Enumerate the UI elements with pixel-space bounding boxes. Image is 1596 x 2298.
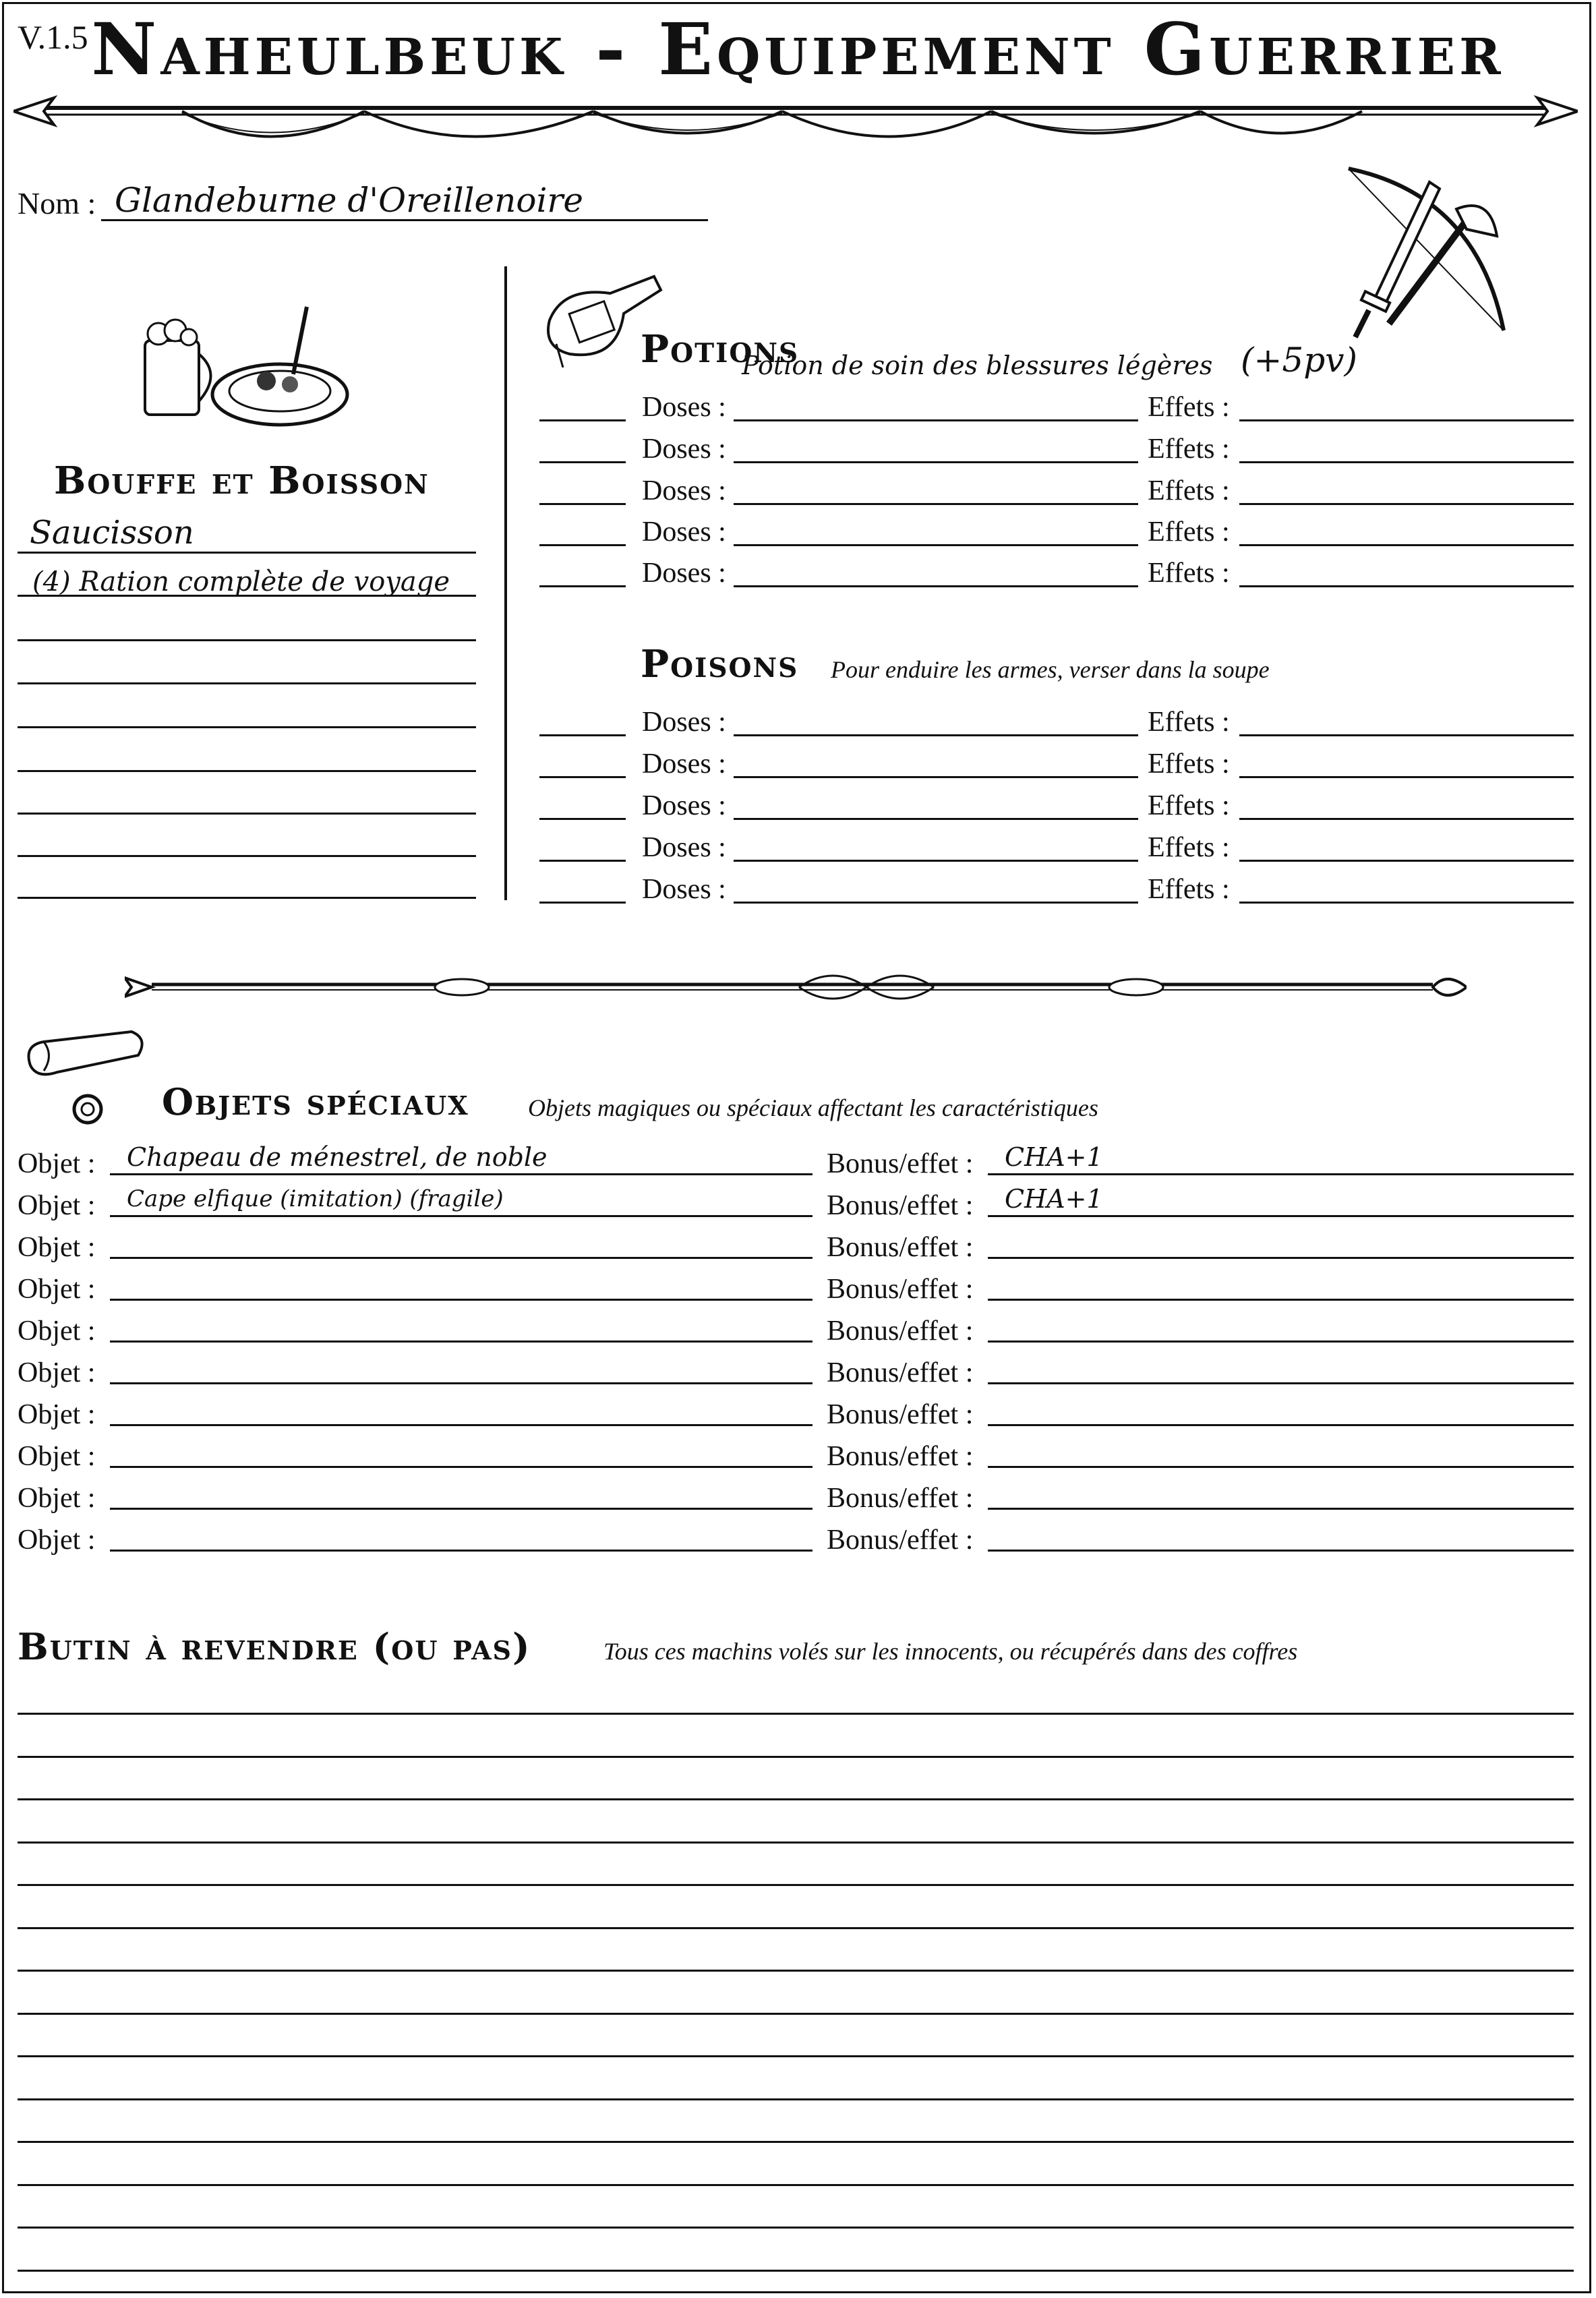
potion-effect-line[interactable] xyxy=(1239,544,1574,546)
potion-effect-line[interactable] xyxy=(1239,419,1574,421)
potion-dose-line[interactable] xyxy=(734,503,1138,505)
loot-line[interactable] xyxy=(18,1927,1574,1929)
object-label: Objet : xyxy=(18,1232,96,1263)
object-label: Objet : xyxy=(18,1148,96,1179)
potion-count-line[interactable] xyxy=(539,419,626,421)
poison-effect-line[interactable] xyxy=(1239,860,1574,862)
potion-effect-label: Effets : xyxy=(1148,475,1230,506)
poison-dose-line[interactable] xyxy=(734,734,1138,736)
poison-effect-label: Effets : xyxy=(1148,707,1230,738)
object-label: Objet : xyxy=(18,1525,96,1556)
potion-dose-line[interactable] xyxy=(734,544,1138,546)
bonus-line xyxy=(988,1215,1574,1217)
loot-line[interactable] xyxy=(18,2055,1574,2057)
food-line xyxy=(18,639,476,641)
object-value[interactable]: Chapeau de ménestrel, de noble xyxy=(127,1142,548,1172)
potion-dose-label: Doses : xyxy=(642,517,726,548)
potion-count-line[interactable] xyxy=(539,503,626,505)
object-line xyxy=(110,1215,812,1217)
name-underline xyxy=(101,219,708,221)
object-line[interactable] xyxy=(110,1508,812,1510)
potion-count-line[interactable] xyxy=(539,461,626,463)
poison-dose-label: Doses : xyxy=(642,790,726,821)
loot-line[interactable] xyxy=(18,1842,1574,1844)
loot-line[interactable] xyxy=(18,2227,1574,2229)
poison-dose-label: Doses : xyxy=(642,874,726,905)
object-label: Objet : xyxy=(18,1399,96,1430)
object-line xyxy=(110,1173,812,1175)
potion-dose-label: Doses : xyxy=(642,392,726,423)
food-item-1[interactable]: Saucisson xyxy=(30,514,194,552)
poison-dose-line[interactable] xyxy=(734,776,1138,778)
potion-dose-line[interactable] xyxy=(734,461,1138,463)
scroll-and-ring-icon xyxy=(17,1025,152,1133)
potion-dose-label: Doses : xyxy=(642,434,726,465)
object-label: Objet : xyxy=(18,1483,96,1514)
potion-dose-label: Doses : xyxy=(642,558,726,589)
loot-line[interactable] xyxy=(18,2013,1574,2015)
potion-effect-line[interactable] xyxy=(1239,461,1574,463)
bonus-line[interactable] xyxy=(988,1508,1574,1510)
bonus-label: Bonus/effet : xyxy=(827,1148,974,1179)
bonus-label: Bonus/effet : xyxy=(827,1441,974,1472)
object-line[interactable] xyxy=(110,1299,812,1301)
bonus-value[interactable]: CHA+1 xyxy=(1005,1142,1103,1172)
poison-dose-label: Doses : xyxy=(642,707,726,738)
name-value[interactable]: Glandeburne d'Oreillenoire xyxy=(115,181,583,220)
bonus-label: Bonus/effet : xyxy=(827,1483,974,1514)
food-line xyxy=(18,813,476,815)
potion-effect-line[interactable] xyxy=(1239,503,1574,505)
food-item-2[interactable]: (4) Ration complète de voyage xyxy=(32,566,450,597)
object-value[interactable]: Cape elfique (imitation) (fragile) xyxy=(127,1185,504,1212)
object-label: Objet : xyxy=(18,1316,96,1347)
loot-heading: Butin à revendre (ou pas) xyxy=(18,1625,531,1668)
food-heading: Bouffe et Boisson xyxy=(54,459,430,503)
loot-line[interactable] xyxy=(18,2270,1574,2272)
bonus-label: Bonus/effet : xyxy=(827,1316,974,1347)
poison-dose-label: Doses : xyxy=(642,832,726,863)
object-line[interactable] xyxy=(110,1257,812,1259)
bonus-label: Bonus/effet : xyxy=(827,1399,974,1430)
bonus-line[interactable] xyxy=(988,1257,1574,1259)
bonus-label: Bonus/effet : xyxy=(827,1357,974,1388)
poison-count-line[interactable] xyxy=(539,776,626,778)
object-label: Objet : xyxy=(18,1274,96,1305)
potion-dose-line[interactable] xyxy=(734,419,1138,421)
bonus-line[interactable] xyxy=(988,1466,1574,1468)
name-label: Nom : xyxy=(18,186,96,220)
bonus-line[interactable] xyxy=(988,1382,1574,1384)
bonus-line xyxy=(988,1173,1574,1175)
poison-dose-label: Doses : xyxy=(642,748,726,779)
bonus-value[interactable]: CHA+1 xyxy=(1005,1184,1103,1214)
potions-note[interactable]: Potion de soin des blessures légères xyxy=(742,351,1213,380)
tankard-and-plate-icon xyxy=(138,300,354,435)
column-divider xyxy=(504,266,507,900)
potion-effect-label: Effets : xyxy=(1148,434,1230,465)
object-line[interactable] xyxy=(110,1340,812,1343)
poison-count-line[interactable] xyxy=(539,902,626,904)
object-label: Objet : xyxy=(18,1357,96,1388)
poison-count-line[interactable] xyxy=(539,860,626,862)
poisons-subtitle: Pour enduire les armes, verser dans la soupe xyxy=(831,656,1270,683)
loot-line[interactable] xyxy=(18,2141,1574,2143)
special-subtitle: Objets magiques ou spéciaux affectant les caractéristiques xyxy=(528,1094,1098,1121)
potion-count-line[interactable] xyxy=(539,544,626,546)
object-line[interactable] xyxy=(110,1550,812,1552)
object-label: Objet : xyxy=(18,1190,96,1221)
poison-effect-label: Effets : xyxy=(1148,874,1230,905)
special-heading: Objets spéciaux xyxy=(162,1080,469,1123)
loot-line[interactable] xyxy=(18,1756,1574,1758)
loot-line[interactable] xyxy=(18,2184,1574,2186)
bonus-label: Bonus/effet : xyxy=(827,1232,974,1263)
object-line[interactable] xyxy=(110,1382,812,1384)
bonus-label: Bonus/effet : xyxy=(827,1525,974,1556)
bonus-line[interactable] xyxy=(988,1550,1574,1552)
poison-effect-line[interactable] xyxy=(1239,818,1574,820)
spear-divider-icon xyxy=(13,81,1578,155)
potions-heading: Potions xyxy=(641,327,800,372)
crossed-sword-axe-bow-icon xyxy=(1322,155,1524,344)
poison-effect-label: Effets : xyxy=(1148,748,1230,779)
poison-dose-line[interactable] xyxy=(734,818,1138,820)
object-line[interactable] xyxy=(110,1466,812,1468)
poison-dose-line[interactable] xyxy=(734,902,1138,904)
food-line xyxy=(18,552,476,554)
staff-divider-icon xyxy=(125,958,1467,1011)
version-label: V.1.5 xyxy=(18,18,88,56)
loot-line[interactable] xyxy=(18,1713,1574,1715)
poison-effect-label: Effets : xyxy=(1148,790,1230,821)
potion-effect-label: Effets : xyxy=(1148,517,1230,548)
potions-note-effect[interactable]: (+5pv) xyxy=(1241,341,1357,380)
food-line xyxy=(18,595,476,597)
bonus-line[interactable] xyxy=(988,1340,1574,1343)
loot-subtitle: Tous ces machins volés sur les innocents, ou récupérés dans des coffres xyxy=(603,1638,1298,1665)
object-line[interactable] xyxy=(110,1424,812,1426)
potion-effect-line[interactable] xyxy=(1239,585,1574,587)
food-line xyxy=(18,682,476,684)
poison-effect-line[interactable] xyxy=(1239,734,1574,736)
loot-line[interactable] xyxy=(18,1970,1574,1972)
poisons-heading: Poisons xyxy=(641,642,799,686)
loot-line[interactable] xyxy=(18,1884,1574,1886)
food-line xyxy=(18,855,476,857)
loot-line[interactable] xyxy=(18,2098,1574,2100)
poison-count-line[interactable] xyxy=(539,734,626,736)
poison-dose-line[interactable] xyxy=(734,860,1138,862)
potion-effect-label: Effets : xyxy=(1148,558,1230,589)
bonus-label: Bonus/effet : xyxy=(827,1274,974,1305)
poison-count-line[interactable] xyxy=(539,818,626,820)
page-title: Naheulbeuk - Equipement Guerrier xyxy=(91,7,1505,91)
potion-dose-label: Doses : xyxy=(642,475,726,506)
potion-count-line[interactable] xyxy=(539,585,626,587)
food-line xyxy=(18,897,476,899)
poison-effect-line[interactable] xyxy=(1239,902,1574,904)
bonus-line[interactable] xyxy=(988,1299,1574,1301)
poison-effect-line[interactable] xyxy=(1239,776,1574,778)
food-line xyxy=(18,770,476,772)
food-line xyxy=(18,726,476,728)
object-label: Objet : xyxy=(18,1441,96,1472)
potion-effect-label: Effets : xyxy=(1148,392,1230,423)
bonus-line[interactable] xyxy=(988,1424,1574,1426)
loot-line[interactable] xyxy=(18,1798,1574,1800)
potion-dose-line[interactable] xyxy=(734,585,1138,587)
bonus-label: Bonus/effet : xyxy=(827,1190,974,1221)
poison-effect-label: Effets : xyxy=(1148,832,1230,863)
